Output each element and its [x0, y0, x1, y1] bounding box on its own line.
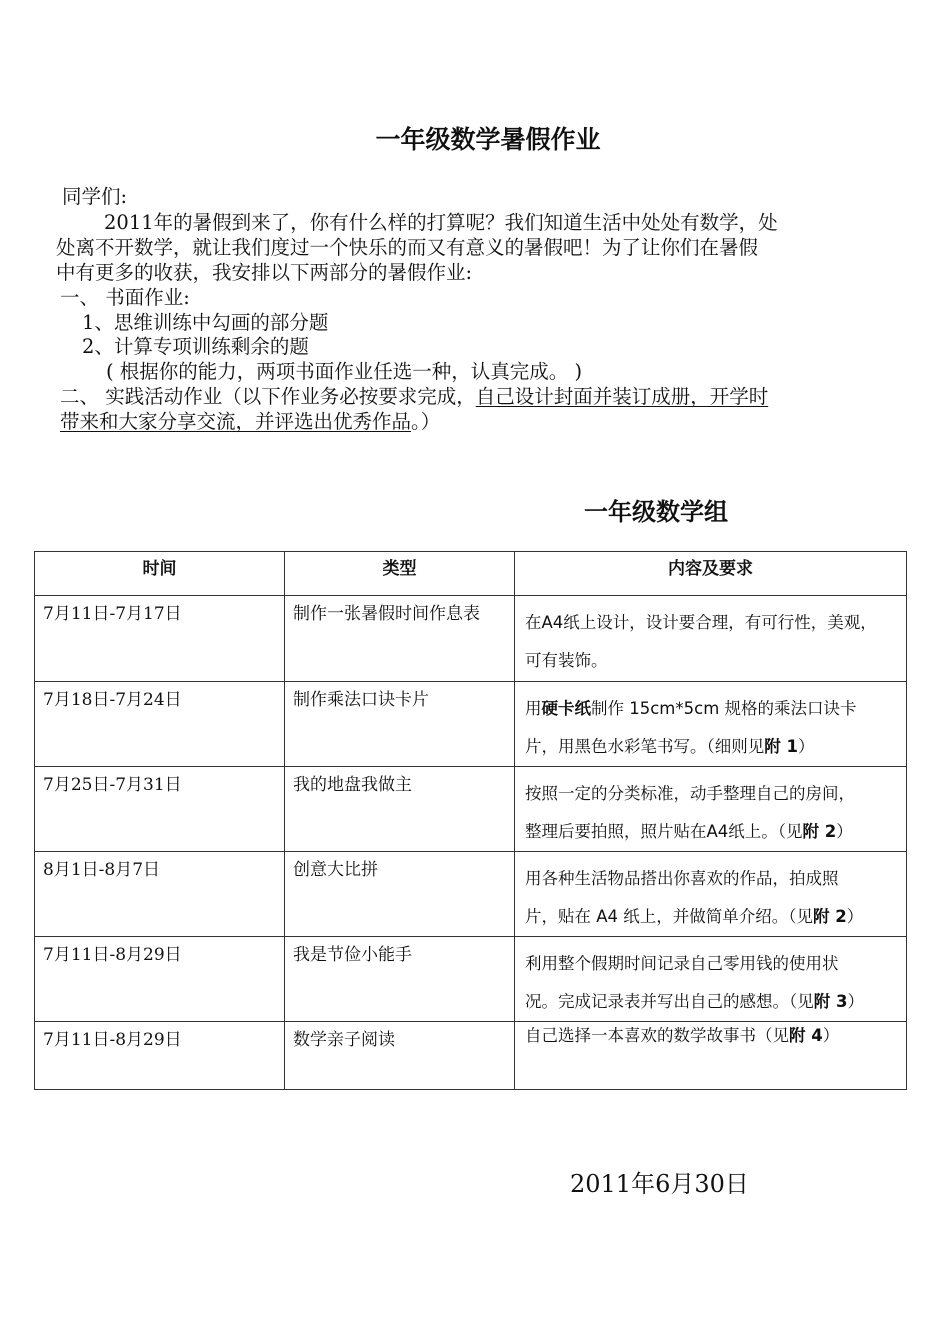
cell-type: 创意大比拼: [285, 852, 515, 937]
table-row: [35, 937, 907, 1022]
section2-underlined-2: 带来和大家分享交流，并评选出优秀作品: [60, 410, 412, 433]
content-segment: ）: [822, 1026, 840, 1045]
group-signature: 一年级数学组: [584, 498, 728, 526]
content-segment: 可有装饰。: [525, 651, 608, 670]
content-segment: ）: [846, 907, 864, 926]
activity-table: [34, 551, 907, 1090]
cell-content: [515, 596, 907, 682]
intro-line-3: 中有更多的收获，我安排以下两部分的暑假作业:: [56, 261, 473, 284]
cell-time: 7月11日-8月29日: [35, 937, 285, 1022]
content-segment: 按照一定的分类标准，动手整理自己的房间，: [525, 784, 855, 803]
intro-line-1: 2011年的暑假到来了，你有什么样的打算呢？我们知道生活中处处有数学，处: [104, 211, 778, 234]
header-content: 内容及要求: [515, 552, 907, 596]
section1-heading: 一、 书面作业:: [60, 286, 190, 309]
cell-content: [515, 1022, 907, 1090]
content-segment: 制作 15cm*5cm 规格的乘法口诀卡: [591, 699, 857, 718]
content-segment: 附 2: [802, 822, 837, 841]
section1-note: ( 根据你的能力，两项书面作业任选一种，认真完成。 ): [106, 360, 583, 383]
section1-item-1: 1、思维训练中勾画的部分题: [82, 311, 329, 334]
cell-content: [515, 852, 907, 937]
cell-time: 7月25日-7月31日: [35, 767, 285, 852]
content-segment: 附 4: [789, 1026, 823, 1045]
content-segment: 况。完成记录表并写出自己的感想。（见: [525, 992, 814, 1011]
table-row: [35, 852, 907, 937]
content-segment: 自己选择一本喜欢的数学故事书（见: [525, 1026, 789, 1045]
section2-line-1: [60, 384, 768, 409]
cell-type: 制作一张暑假时间作息表: [285, 596, 515, 682]
content-segment: 整理后要拍照，照片贴在A4纸上。（见: [525, 822, 803, 841]
table-row: [35, 767, 907, 852]
table-row: [35, 1022, 907, 1090]
cell-time: 7月11日-8月29日: [35, 1022, 285, 1090]
table-header-row: [35, 552, 907, 596]
content-segment: 附 1: [764, 737, 798, 756]
cell-type: 我是节俭小能手: [285, 937, 515, 1022]
section2-prefix: 二、 实践活动作业（以下作业务必按要求完成，: [60, 385, 476, 408]
table-row: [35, 596, 907, 682]
cell-time: 8月1日-8月7日: [35, 852, 285, 937]
greeting: 同学们:: [62, 185, 128, 208]
content-segment: ）: [836, 822, 853, 841]
content-segment: 用各种生活物品搭出你喜欢的作品，拍成照: [525, 869, 839, 888]
content-segment: 用: [525, 699, 542, 718]
cell-content: [515, 937, 907, 1022]
cell-content: [515, 682, 907, 767]
cell-time: 7月11日-7月17日: [35, 596, 285, 682]
section2-underlined-1: 自己设计封面并装订成册，开学时: [475, 385, 769, 408]
header-time: 时间: [35, 552, 285, 596]
content-segment: 附 2: [813, 907, 847, 926]
cell-type: 制作乘法口诀卡片: [285, 682, 515, 767]
cell-content: [515, 767, 907, 852]
content-segment: ）: [797, 737, 815, 756]
content-segment: 片，贴在 A4 纸上，并做简单介绍。（见: [525, 907, 814, 926]
content-segment: 附 3: [813, 992, 848, 1011]
content-segment: 利用整个假期时间记录自己零用钱的使用状: [525, 954, 839, 973]
cell-type: 数学亲子阅读: [285, 1022, 515, 1090]
content-segment: 片，用黑色水彩笔书写。（细则见: [525, 737, 765, 756]
intro-line-2: 处离不开数学，就让我们度过一个快乐的而又有意义的暑假吧！为了让你们在暑假: [56, 236, 759, 259]
section2-line-2: [60, 409, 440, 434]
content-segment: ）: [847, 992, 864, 1011]
table-row: [35, 682, 907, 767]
content-segment: 硬卡纸: [541, 699, 591, 718]
content-segment: 在A4纸上设计，设计要合理，有可行性，美观，: [525, 613, 877, 632]
cell-time: 7月18日-7月24日: [35, 682, 285, 767]
section1-item-2: 2、计算专项训练剩余的题: [82, 335, 309, 358]
cell-type: 我的地盘我做主: [285, 767, 515, 852]
header-type: 类型: [285, 552, 515, 596]
section2-suffix: 。）: [411, 410, 441, 433]
page-title: 一年级数学暑假作业: [375, 125, 601, 154]
document-date: 2011年6月30日: [570, 1170, 749, 1198]
